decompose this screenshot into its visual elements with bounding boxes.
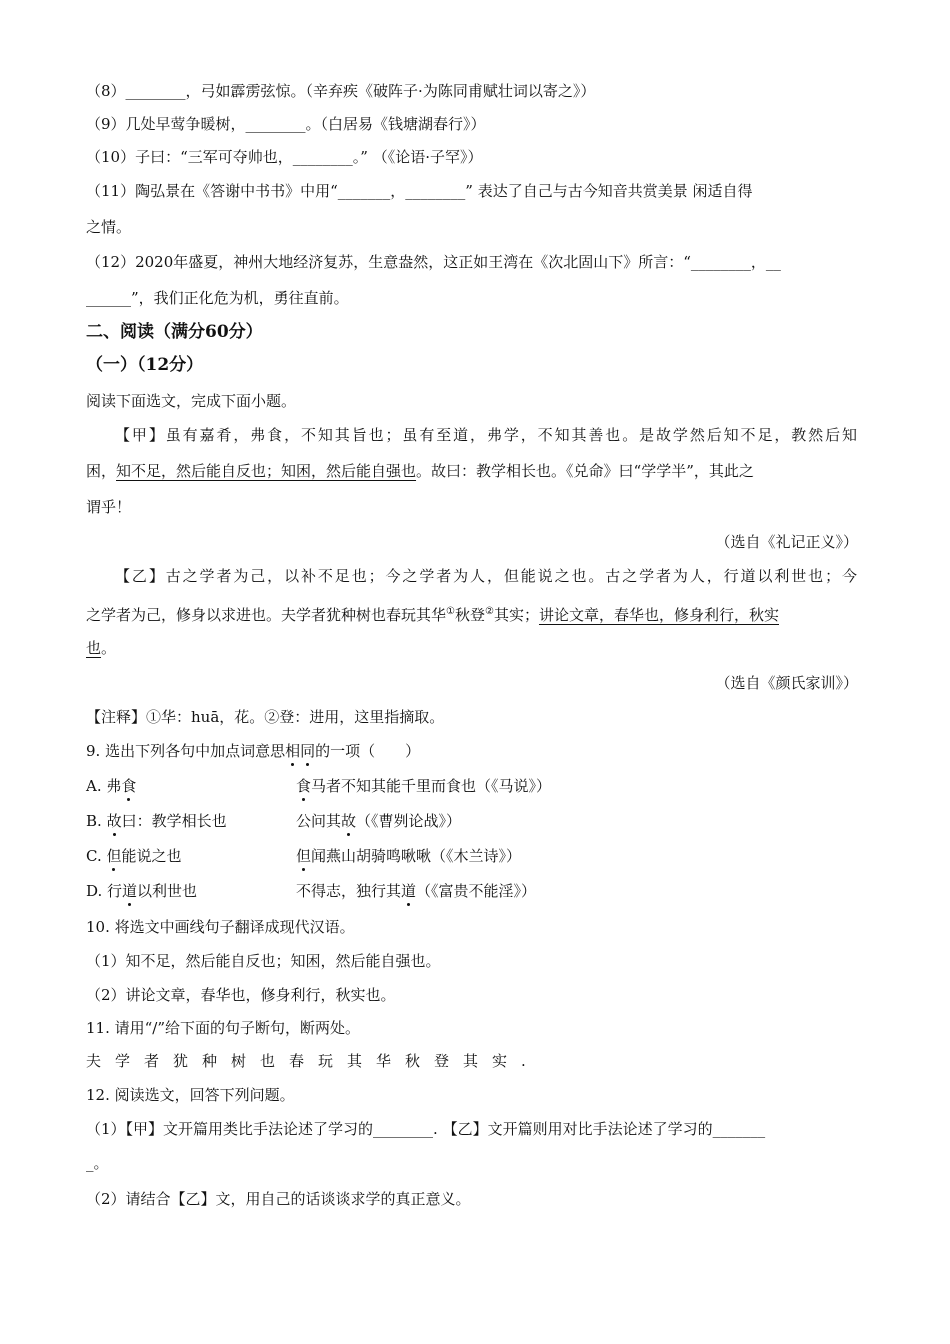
- question-8: （8）________，弓如霹雳弦惊。（辛弃疾《破阵子·为陈同甫赋壮词以寄之》）: [86, 82, 596, 100]
- passage-jia-line2: 困，知不足，然后能自反也；知困，然后能自强也。故曰：教学相长也。《兑命》曰“学学半”，其此之: [86, 462, 754, 480]
- question-12-fill-line2: ______”，我们正化危为机，勇往直前。: [86, 289, 349, 307]
- question-9-option-c: C. 但能说之也 但闻燕山胡骑鸣啾啾（《木兰诗》）: [86, 847, 522, 865]
- question-9-option-b: B. 故曰：教学相长也 公问其故（《曹刿论战》）: [86, 812, 462, 830]
- question-12-sub1-line1: （1）【甲】文开篇用类比手法论述了学习的________. 【乙】文开篇则用对比手法论述了学习的_______: [86, 1120, 766, 1138]
- question-10-stem: 10. 将选文中画线句子翻译成现代汉语。: [86, 918, 355, 936]
- passage-jia-line3: 谓乎！: [86, 498, 132, 516]
- question-12-sub2: （2）请结合【乙】文，用自己的话谈谈求学的真正意义。: [86, 1190, 471, 1208]
- underlined-sentence-yi: 讲论文章，春华也，修身利行，秋实: [538, 606, 779, 624]
- footnote-mark-2: ②: [485, 606, 494, 617]
- question-12-stem: 12. 阅读选文，回答下列问题。: [86, 1086, 295, 1104]
- section-title: 二、阅读（满分60分）: [86, 322, 263, 342]
- question-9-option-a: A. 弗食 食马者不知其能千里而食也（《马说》）: [86, 777, 552, 795]
- question-11-stem: 11. 请用“/”给下面的句子断句，断两处。: [86, 1019, 361, 1037]
- question-11-fill-line2: 之情。: [86, 218, 132, 236]
- passage-jia-line1: 【甲】虽有嘉肴，弗食，不知其旨也；虽有至道，弗学，不知其善也。是故学然后知不足，教然后知: [115, 426, 857, 444]
- question-9-option-d: D. 行道以利世也 不得志，独行其道（《富贵不能淫》）: [86, 882, 537, 900]
- part-title: （一）（12分）: [86, 355, 204, 375]
- reading-instruction: 阅读下面选文，完成下面小题。: [86, 392, 297, 410]
- question-9-fill: （9）几处早莺争暖树，________。（白居易《钱塘湖春行》）: [86, 115, 486, 133]
- question-10-sentence-1: （1）知不足，然后能自反也；知困，然后能自强也。: [86, 952, 441, 970]
- question-12-sub1-line2: _。: [86, 1154, 109, 1172]
- question-10-sentence-2: （2）讲论文章，春华也，修身利行，秋实也。: [86, 986, 396, 1004]
- question-9-stem: 9. 选出下列各句中加点词意思相同的一项（ ）: [86, 742, 421, 760]
- passage-jia-source: （选自《礼记正义》）: [715, 533, 858, 551]
- annotation-notes: 【注释】①华：huā，花。②登：进用，这里指摘取。: [86, 708, 445, 726]
- question-12-fill-line1: （12）2020年盛夏，神州大地经济复苏，生意盎然，这正如王湾在《次北固山下》所言：“________，__: [86, 253, 781, 271]
- question-11-fill-line1: （11）陶弘景在《答谢中书书》中用“_______，________” 表达了自己与古今知音共赏美景 闲适自得: [86, 182, 753, 200]
- passage-yi-line3: 也。: [86, 639, 117, 657]
- question-11-sentence: 夫学者犹种树也春玩其华秋登其实.: [86, 1052, 540, 1070]
- passage-yi-line2: 之学者为己，修身以求进也。夫学者犹种树也春玩其华①秋登②其实；讲论文章，春华也，修身利行，秋实: [86, 606, 779, 624]
- question-10-fill: （10）子曰：“三军可夺帅也，________。” （《论语·子罕》）: [86, 148, 483, 166]
- underlined-sentence-jia: 知不足，然后能自反也；知困，然后能自强也: [116, 462, 417, 480]
- footnote-mark-1: ①: [446, 606, 455, 617]
- passage-yi-line1: 【乙】古之学者为己，以补不足也；今之学者为人，但能说之也。古之学者为人，行道以利世也；今: [115, 567, 857, 585]
- passage-yi-source: （选自《颜氏家训》）: [715, 674, 858, 692]
